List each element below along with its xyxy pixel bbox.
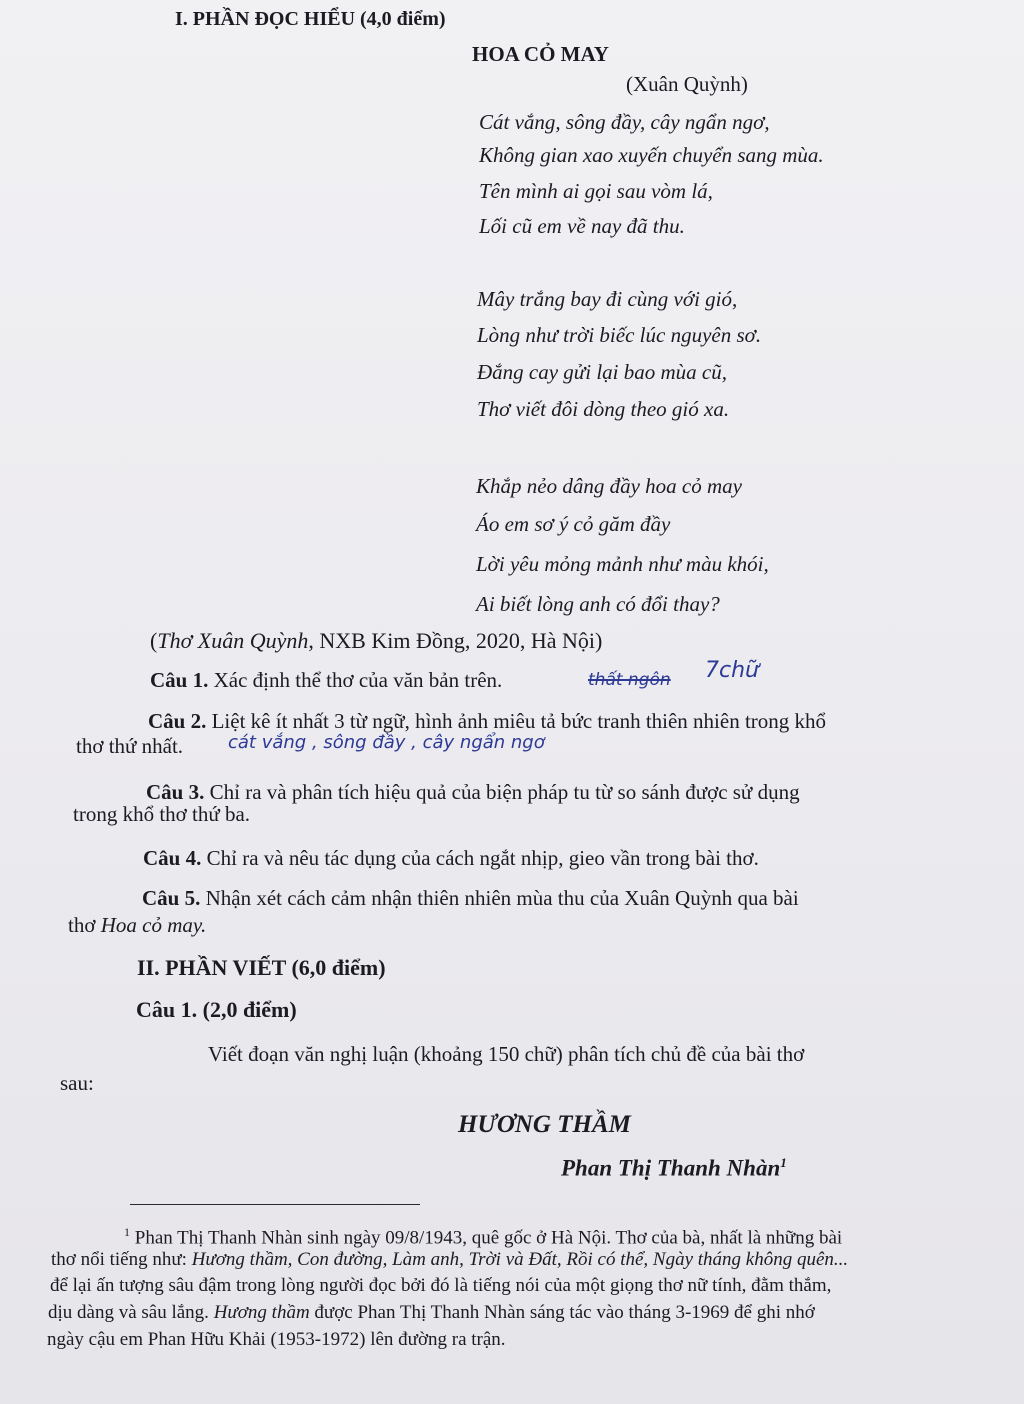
footnote-ref: 1: [780, 1155, 787, 1170]
question-2-continued: thơ thứ nhất.: [76, 734, 184, 758]
poem-line: Không gian xao xuyến chuyển sang mùa.: [479, 143, 824, 167]
poem-source: [150, 628, 602, 654]
question-text: Chỉ ra và nêu tác dụng của cách ngắt nhịp, gieo vần trong bài thơ.: [206, 846, 759, 870]
footnote-line: ngày cậu em Phan Hữu Khải (1953-1972) lên đường ra trận.: [47, 1329, 506, 1350]
source-italic: Thơ Xuân Quỳnh: [157, 628, 309, 653]
section2-question-1-heading: Câu 1. (2,0 điểm): [136, 997, 297, 1022]
poem-line: Lối cũ em về nay đã thu.: [479, 214, 685, 238]
question-label: Câu 1.: [150, 668, 209, 692]
handwritten-answer-q2: cát vắng , sông đầy , cây ngẩn ngơ: [228, 732, 545, 753]
footnote-line: để lại ấn tượng sâu đậm trong lòng người đọc bởi đó là tiếng nói của một giọng thơ nữ tính, đằm thắm,: [50, 1275, 832, 1296]
poem-line: Cát vắng, sông đầy, cây ngẩn ngơ,: [479, 110, 770, 134]
footnote-mark: 1: [124, 1225, 130, 1239]
poem-line: Thơ viết đôi dòng theo gió xa.: [477, 397, 730, 421]
question-label: Câu 5.: [142, 886, 201, 910]
footnote-text: được Phan Thị Thanh Nhàn sáng tác vào tháng 3-1969 để ghi nhớ: [309, 1302, 815, 1323]
question-5: [142, 886, 799, 911]
poem-line: Tên mình ai gọi sau vòm lá,: [479, 179, 713, 203]
poem-line: Mây trắng bay đi cùng với gió,: [477, 287, 738, 311]
question-text: Xác định thể thơ của văn bản trên.: [213, 668, 503, 692]
poem-title: HOA CỎ MAY: [472, 42, 609, 66]
question-label: Câu 3.: [146, 780, 205, 804]
section2-question-1-continued: sau:: [60, 1071, 94, 1095]
second-poem-title: HƯƠNG THẦM: [458, 1111, 631, 1138]
second-poem-author: [561, 1155, 787, 1182]
question-text: Nhận xét cách cảm nhận thiên nhiên mùa thu của Xuân Quỳnh qua bài: [205, 886, 799, 910]
footnote-line: [51, 1249, 848, 1271]
poem-author: (Xuân Quỳnh): [626, 72, 748, 96]
footnote-line: [48, 1302, 815, 1324]
footnote-text: thơ nổi tiếng như:: [51, 1249, 192, 1270]
question-text: thơ: [68, 913, 101, 937]
footnote-divider: [130, 1204, 420, 1205]
footnote-text: Phan Thị Thanh Nhàn sinh ngày 09/8/1943, quê gốc ở Hà Nội. Thơ của bà, nhất là những bài: [134, 1227, 843, 1249]
question-1: [150, 668, 502, 693]
footnote-line: [124, 1225, 842, 1249]
footnote-text: dịu dàng và sâu lắng.: [48, 1302, 214, 1323]
question-text: Liệt kê ít nhất 3 từ ngữ, hình ảnh miêu tả bức tranh thiên nhiên trong khổ: [211, 709, 827, 733]
question-5-continued: [68, 913, 206, 938]
question-label: Câu 4.: [143, 846, 202, 870]
source-open: (: [150, 628, 158, 653]
handwritten-struck-answer: thất ngôn: [588, 670, 671, 690]
poem-line: Đắng cay gửi lại bao mùa cũ,: [477, 360, 728, 384]
section1-heading: I. PHẦN ĐỌC HIỂU (4,0 điểm): [175, 8, 446, 30]
question-2: [148, 709, 826, 734]
poem-line: Ai biết lòng anh có đổi thay?: [476, 592, 720, 616]
section2-question-1-text: Viết đoạn văn nghị luận (khoảng 150 chữ) phân tích chủ đề của bài thơ: [208, 1042, 805, 1066]
poem-line: Áo em sơ ý cỏ găm đầy: [476, 512, 671, 536]
question-3-continued: trong khổ thơ thứ ba.: [73, 802, 251, 826]
section2-heading: II. PHẦN VIẾT (6,0 điểm): [137, 955, 386, 980]
author-name: Phan Thị Thanh Nhàn: [561, 1155, 781, 1181]
poem-line: Khắp nẻo dâng đầy hoa cỏ may: [476, 474, 742, 498]
source-rest: , NXB Kim Đồng, 2020, Hà Nội): [308, 628, 603, 653]
footnote-italic: Hương thầm: [213, 1302, 310, 1323]
poem-line: Lời yêu mỏng mảnh như màu khói,: [476, 552, 769, 576]
question-italic: Hoa cỏ may.: [100, 913, 207, 937]
poem-line: Lòng như trời biếc lúc nguyên sơ.: [477, 323, 762, 347]
question-text: Chỉ ra và phân tích hiệu quả của biện pháp tu từ so sánh được sử dụng: [209, 780, 800, 804]
footnote-italic: Hương thầm, Con đường, Làm anh, Trời và Đất, Rồi có thể, Ngày tháng không quên...: [191, 1249, 849, 1270]
question-4: [143, 846, 759, 871]
handwritten-answer-q1: 7chữ: [705, 658, 759, 683]
question-label: Câu 2.: [148, 709, 207, 733]
